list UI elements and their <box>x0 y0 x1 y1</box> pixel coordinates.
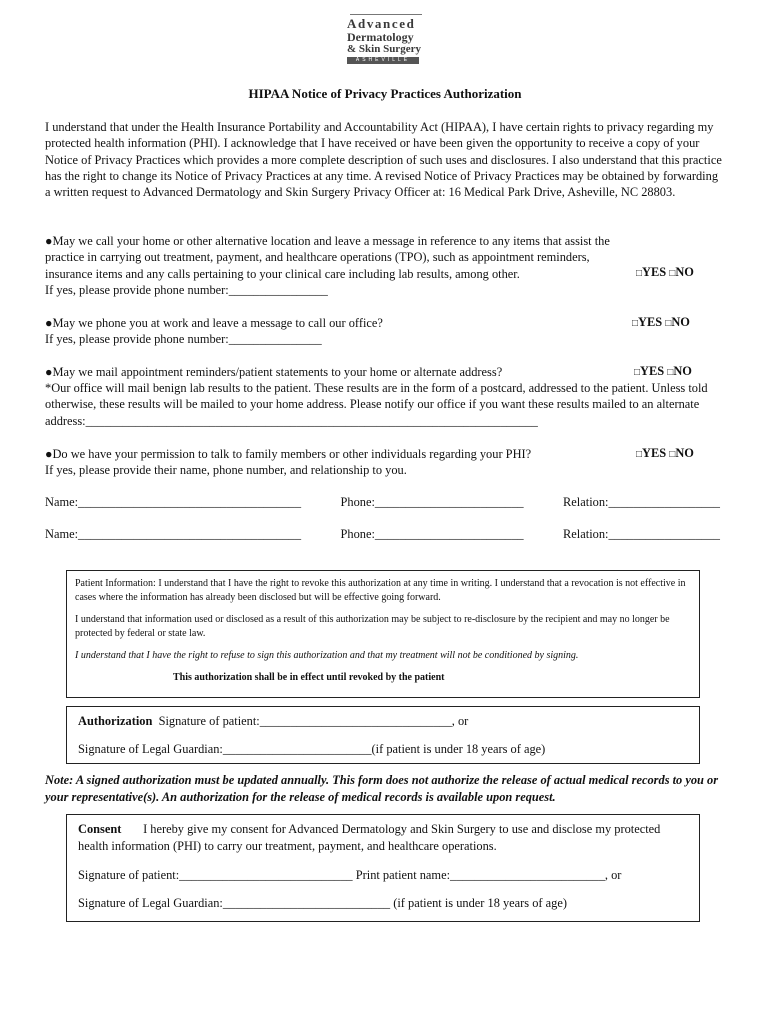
q2-yes-checkbox[interactable]: □ <box>632 318 639 329</box>
q3-mail-note: *Our office will mail benign lab results to the patient. These results are in the form of a postcard, addressed to the patient. Unless told otherwise, these results will be mailed to your home address. Please notify our office if you want these results mailed to an alternate address:_________________________________________________________________________ <box>45 381 708 428</box>
q1-no-label: NO <box>675 265 694 279</box>
patient-information-box <box>66 570 700 698</box>
intro-paragraph: I understand that under the Health Insurance Portability and Accountability Act (HIPAA), I have certain rights to privacy regarding my protected health information (PHI). I acknowledge that I have received or have been given the opportunity to receive a copy of your Notice of Privacy Practices which provides a more complete description of such uses and disclosures. I also understand that this practice has the right to change its Notice of Privacy Practices at any time. A revised Notice of Privacy Practices may be obtained by forwarding a written request to Advanced Dermatology and Skin Surgery Privacy Officer at: 16 Medical Park Drive, Asheville, NC 28803. <box>45 120 722 200</box>
q3-no-checkbox[interactable]: □ <box>667 367 674 378</box>
q3-options <box>634 364 692 379</box>
contact-relation-field[interactable]: Relation:__________________ <box>563 527 720 541</box>
revocation-text: Patient Information: I understand that I have the right to revoke this authorization at any time in writing. I understand that a revocation is not effective in cases where the information has already been disclosed but will be effective going forward. <box>75 578 686 603</box>
logo-rule <box>350 14 422 15</box>
q1-yes-label: YES <box>642 265 667 279</box>
logo-line-3: & Skin Surgery <box>347 43 421 55</box>
contact-row <box>45 527 720 542</box>
contact-name-field[interactable]: Name:____________________________________ <box>45 527 302 541</box>
logo-line-1: Advanced <box>347 16 416 31</box>
authorization-heading: Authorization <box>78 714 153 728</box>
logo-line-2: Dermatology <box>347 30 414 44</box>
q4-no-checkbox[interactable]: □ <box>669 449 676 460</box>
question-mail: ●May we mail appointment reminders/patient statements to your home or alternate address? <box>45 365 503 379</box>
refuse-to-sign-text: I understand that I have the right to refuse to sign this authorization and that my treatment will not be conditioned by signing. <box>75 650 579 661</box>
question-phone-work: ●May we phone you at work and leave a message to call our office? <box>45 316 383 330</box>
contact-relation-field[interactable]: Relation:__________________ <box>563 495 720 509</box>
q1-phone-field[interactable]: If yes, please provide phone number:________________ <box>45 283 328 297</box>
redisclosure-text: I understand that information used or disclosed as a result of this authorization may be subject to re-disclosure by the recipient and may no longer be protected by federal or state law. <box>75 614 670 639</box>
consent-guardian-signature-field[interactable]: Signature of Legal Guardian:___________________________ (if patient is under 18 years of age) <box>78 896 567 910</box>
consent-patient-signature-field[interactable]: Signature of patient:____________________________ Print patient name:_________________________, or <box>78 868 622 882</box>
q1-yes-checkbox[interactable]: □ <box>636 268 643 279</box>
q3-yes-checkbox[interactable]: □ <box>634 367 641 378</box>
q1-options <box>636 265 694 280</box>
consent-box <box>66 814 700 922</box>
q3-no-label: NO <box>673 364 692 378</box>
q1-no-checkbox[interactable]: □ <box>669 268 676 279</box>
authorization-box <box>66 706 700 764</box>
contact-phone-field[interactable]: Phone:________________________ <box>340 527 524 541</box>
q4-no-label: NO <box>675 446 694 460</box>
page-title: HIPAA Notice of Privacy Practices Authorization <box>248 86 522 101</box>
question-call-home: ●May we call your home or other alternative location and leave a message in reference to any items that assist the practice in carrying out treatment, payment, and healthcare operations (TPO), such as appointment reminders, insurance items and any calls pertaining to your clinical care including lab results, among other. <box>45 234 610 281</box>
q2-phone-field[interactable]: If yes, please provide phone number:_______________ <box>45 332 322 346</box>
practice-logo <box>347 14 429 64</box>
q2-no-label: NO <box>671 315 690 329</box>
authorization-effective-text: This authorization shall be in effect until revoked by the patient <box>173 672 445 683</box>
q4-followup: If yes, please provide their name, phone number, and relationship to you. <box>45 463 407 477</box>
consent-text: I hereby give my consent for Advanced Dermatology and Skin Surgery to use and disclose my protected health information (PHI) to carry our treatment, payment, and healthcare operations. <box>78 822 661 853</box>
authorization-patient-signature-field[interactable]: Signature of patient:_______________________________, or <box>158 714 469 728</box>
consent-heading: Consent <box>78 822 122 836</box>
q3-yes-label: YES <box>640 364 665 378</box>
q2-no-checkbox[interactable]: □ <box>665 318 672 329</box>
contact-name-field[interactable]: Name:____________________________________ <box>45 495 302 509</box>
q4-yes-label: YES <box>642 446 667 460</box>
q4-yes-checkbox[interactable]: □ <box>636 449 643 460</box>
q2-options <box>632 315 690 330</box>
q2-yes-label: YES <box>638 315 663 329</box>
q4-options <box>636 446 694 461</box>
annual-update-note: Note: A signed authorization must be updated annually. This form does not authorize the release of actual medical records to you or your representative(s). An authorization for the release of medical records is available upon request. <box>45 773 719 804</box>
contact-phone-field[interactable]: Phone:________________________ <box>340 495 524 509</box>
contact-row <box>45 495 720 510</box>
question-family-permission: ●Do we have your permission to talk to family members or other individuals regarding your PHI? <box>45 447 532 461</box>
authorization-guardian-signature-field[interactable]: Signature of Legal Guardian:________________________(if patient is under 18 years of age) <box>78 742 546 756</box>
logo-line-4: ASHEVILLE <box>347 57 419 64</box>
